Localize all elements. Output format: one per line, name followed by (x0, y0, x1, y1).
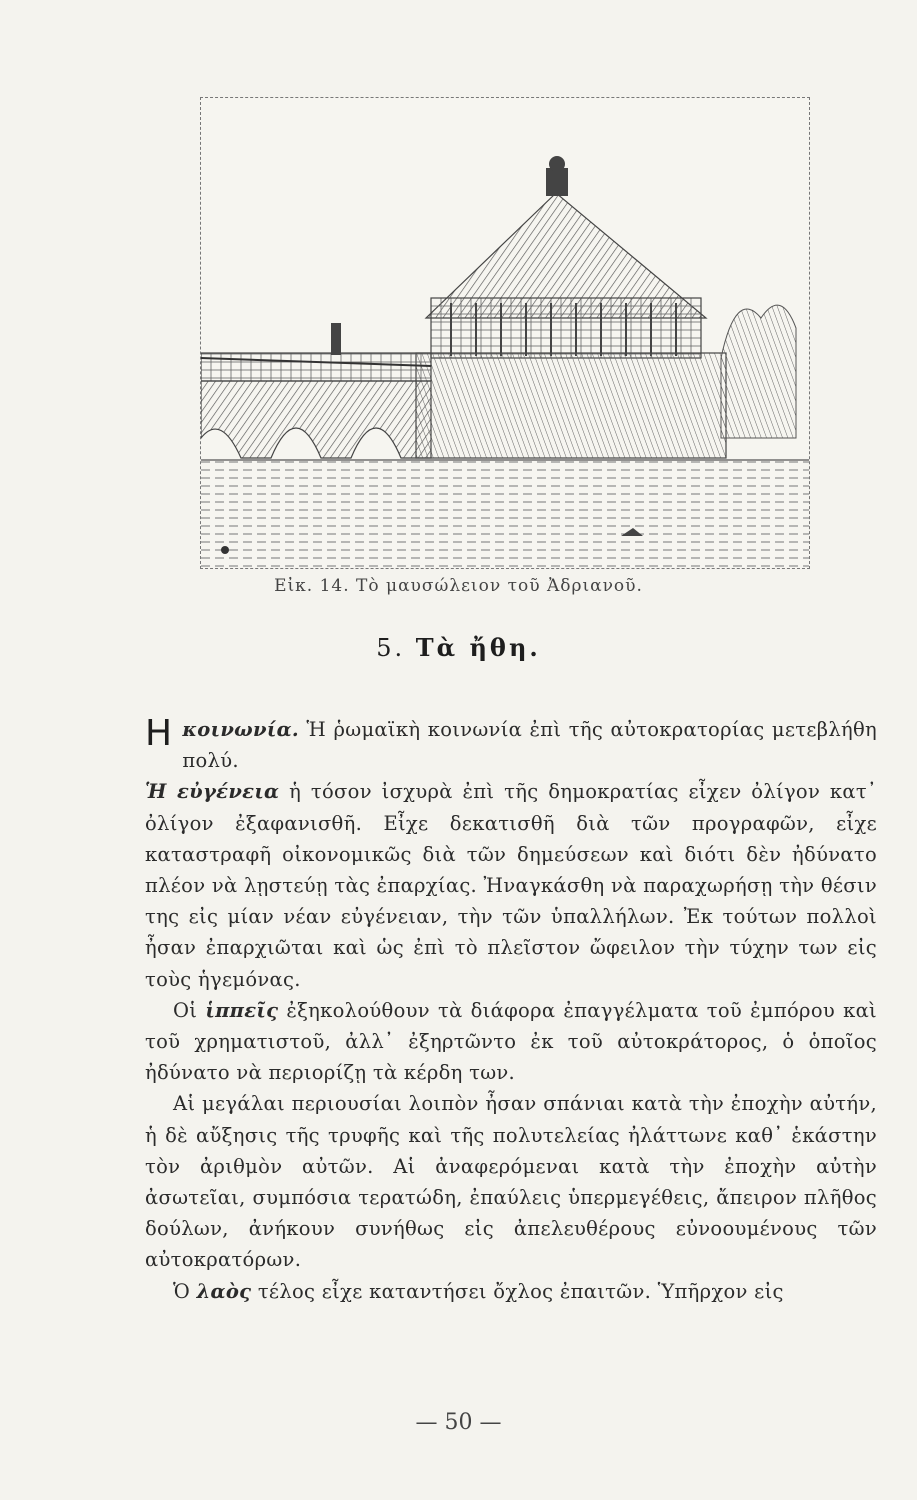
body-text (145, 714, 877, 1307)
paragraph-text: ἡ τόσον ἰσχυρὰ ἐπὶ τῆς δημοκρατίας εἶχεν ὀλίγον κατ᾽ ὀλίγον ἐξαφανισθῆ. Εἶχε δεκατισθῆ διὰ τῶν προγραφῶν, εἶχε καταστραφῆ οἰκονομικῶς διὰ τῶν δημεύσεων καὶ διότι δὲν ἠδύνατο πλέον νὰ λῃστεύῃ τὰς ἐπαρχίας. Ἠναγκάσθη νὰ παραχωρήσῃ τὴν θέσιν της εἰς μίαν νέαν εὐγένειαν, τὴν τῶν ὑπαλλήλων. Ἐκ τούτων πολλοὶ ἦσαν ἐπαρχιῶται καὶ ὡς ἐπὶ τὸ πλεῖστον ὤφειλον τὴν τύχην των εἰς τοὺς ἡγεμόνας. (145, 780, 877, 991)
section-number: 5. (376, 634, 406, 662)
drop-cap: Η (145, 713, 173, 754)
section-title: Τὰ ἤθη. (415, 633, 541, 662)
section-heading (0, 633, 917, 662)
paragraph-text: Αἱ μεγάλαι περιουσίαι λοιπὸν ἦσαν σπάνιαι κατὰ τὴν ἐποχὴν αὐτήν, ἡ δὲ αὔξησις τῆς τρυφῆς καὶ τῆς πολυτελείας ἠλάττωνε καθ᾽ ἑκάστην τὸν ἀριθμὸν αὐτῶν. Αἱ ἀναφερόμεναι κατὰ τὴν ἐποχὴν αὐτὴν ἀσωτεῖαι, συμπόσια τερατώδη, ἐπαύλεις ὑπερμεγέθεις, ἄπειρον πλῆθος δούλων, ἀνήκουν συνήθως εἰς ἀπελευθέρους εὐνοουμένους τῶν αὐτοκρατόρων. (145, 1092, 877, 1272)
page-number: — 50 — (415, 1410, 502, 1435)
engraving-drawing (201, 98, 809, 568)
paragraph-text: ἐξηκολούθουν τὰ διάφορα ἐπαγγέλματα τοῦ ἐμπόρου καὶ τοῦ χρηματιστοῦ, ἀλλ᾽ ἐξηρτῶντο ἐκ τοῦ αὐτοκράτορος, ὁ ὁποῖος ἠδύνατο νὰ περιορίζῃ τὰ κέρδη των. (145, 998, 878, 1085)
paragraph-lead: Ὁ (173, 1279, 197, 1303)
paragraph-term: ἱππεῖς (205, 998, 279, 1022)
mausoleum-illustration (200, 97, 810, 569)
paragraph (145, 714, 877, 776)
paragraph-term: κοινωνία. (182, 718, 299, 741)
paragraph (145, 1088, 877, 1275)
paragraph-lead: Οἱ (173, 998, 206, 1022)
paragraph-text: τέλος εἶχε καταντήσει ὄχλος ἐπαιτῶν. Ὑπῆρχον εἰς (251, 1279, 784, 1303)
paragraph (145, 776, 877, 994)
paragraph-term: λαὸς (196, 1279, 252, 1303)
paragraph (145, 1276, 877, 1307)
paragraph-text: Ἡ ῥωμαϊκὴ κοινωνία ἐπὶ τῆς αὐτοκρατορίας μετεβλήθη πολύ. (182, 718, 877, 773)
figure-caption: Εἰκ. 14. Τὸ μαυσώλειον τοῦ Ἀδριανοῦ. (274, 576, 643, 596)
paragraph-term: Ἡ εὐγένεια (145, 780, 280, 804)
paragraph (145, 995, 877, 1089)
